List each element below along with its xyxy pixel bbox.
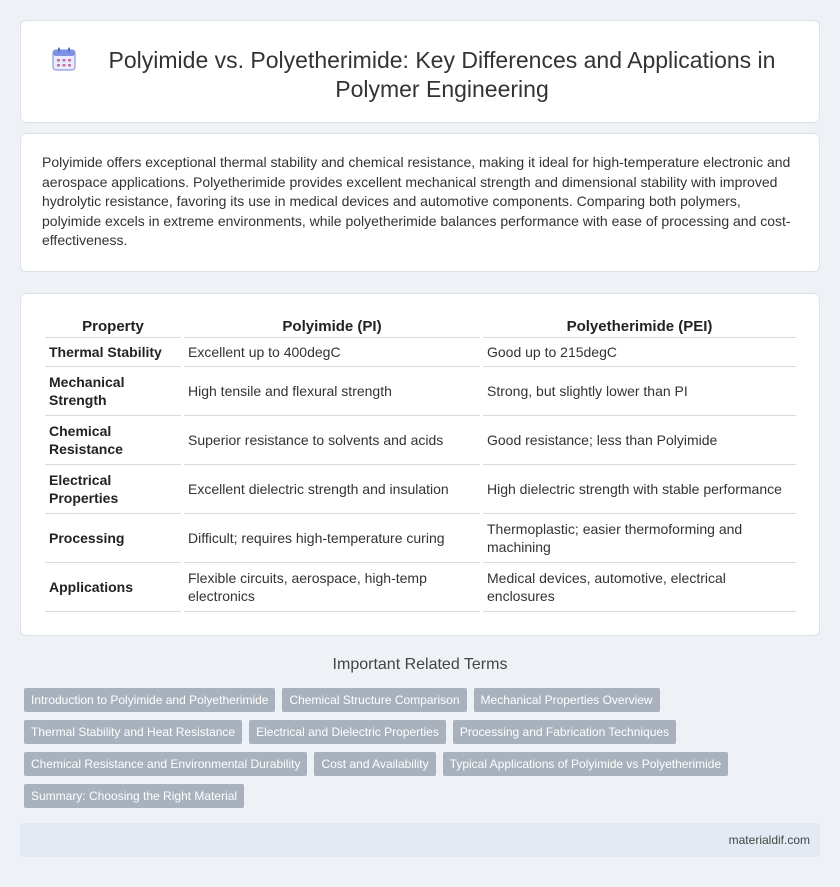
- row-pi-value: Excellent dielectric strength and insulation: [184, 465, 480, 514]
- header-polyetherimide: Polyetherimide (PEI): [483, 314, 796, 338]
- header-polyimide: Polyimide (PI): [184, 314, 480, 338]
- related-tag[interactable]: Summary: Choosing the Right Material: [24, 784, 244, 808]
- table-header-row: [45, 314, 796, 338]
- related-tag[interactable]: Processing and Fabrication Techniques: [453, 720, 676, 744]
- row-pi-value: Superior resistance to solvents and acids: [184, 416, 480, 465]
- row-pei-value: Thermoplastic; easier thermoforming and machining: [483, 514, 796, 563]
- table-row: [45, 465, 796, 514]
- row-property: Applications: [45, 563, 181, 612]
- row-pi-value: Flexible circuits, aerospace, high-temp electronics: [184, 563, 480, 612]
- row-pei-value: High dielectric strength with stable performance: [483, 465, 796, 514]
- row-pi-value: Excellent up to 400degC: [184, 338, 480, 367]
- comparison-table: [42, 314, 799, 612]
- row-pei-value: Medical devices, automotive, electrical enclosures: [483, 563, 796, 612]
- page-title: Polyimide vs. Polyetherimide: Key Differences and Applications in Polymer Engineering: [108, 47, 776, 102]
- header-property: Property: [45, 314, 181, 338]
- row-property: Processing: [45, 514, 181, 563]
- related-tag[interactable]: Introduction to Polyimide and Polyetherimide: [24, 688, 275, 712]
- row-property: Chemical Resistance: [45, 416, 181, 465]
- footer-bar: [20, 823, 820, 857]
- row-pi-value: High tensile and flexural strength: [184, 367, 480, 416]
- related-tag[interactable]: Cost and Availability: [314, 752, 435, 776]
- title-card: [20, 20, 820, 123]
- related-tag[interactable]: Thermal Stability and Heat Resistance: [24, 720, 242, 744]
- related-tag[interactable]: Chemical Resistance and Environmental Durability: [24, 752, 307, 776]
- related-tag[interactable]: Mechanical Properties Overview: [474, 688, 660, 712]
- row-pei-value: Good up to 215degC: [483, 338, 796, 367]
- title-wrap: [21, 21, 819, 104]
- row-property: Thermal Stability: [45, 338, 181, 367]
- table-row: [45, 338, 796, 367]
- row-pei-value: Strong, but slightly lower than PI: [483, 367, 796, 416]
- footer-site-name[interactable]: materialdif.com: [728, 833, 810, 847]
- row-property: Electrical Properties: [45, 465, 181, 514]
- calendar-icon: [51, 46, 77, 72]
- related-tag[interactable]: Typical Applications of Polyimide vs Polyetherimide: [443, 752, 728, 776]
- intro-paragraph: Polyimide offers exceptional thermal stability and chemical resistance, making it ideal for high-temperature electronic and aerospace applications. Polyetherimide provides excellent mechanical strength and dimensional stability with improved hydrolytic resistance, favoring its use in medical devices and automotive components. Comparing both polymers, polyimide excels in extreme environments, while polyetherimide balances performance with ease of processing and cost-effectiveness.: [42, 154, 791, 249]
- related-terms-tags: [24, 688, 804, 816]
- table-row: [45, 563, 796, 612]
- intro-card: [20, 133, 820, 272]
- table-row: [45, 367, 796, 416]
- row-property: Mechanical Strength: [45, 367, 181, 416]
- related-tag[interactable]: Chemical Structure Comparison: [282, 688, 466, 712]
- table-row: [45, 514, 796, 563]
- comparison-card: [20, 293, 820, 636]
- related-tag[interactable]: Electrical and Dielectric Properties: [249, 720, 446, 744]
- table-row: [45, 416, 796, 465]
- related-terms-title: Important Related Terms: [332, 656, 508, 673]
- row-pei-value: Good resistance; less than Polyimide: [483, 416, 796, 465]
- row-pi-value: Difficult; requires high-temperature curing: [184, 514, 480, 563]
